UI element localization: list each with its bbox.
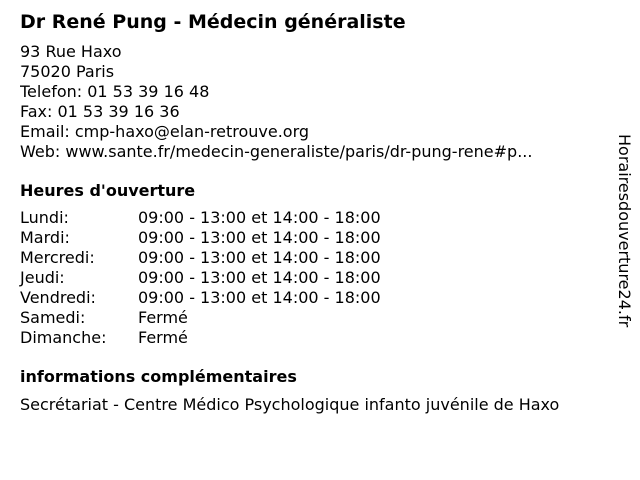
address-city: 75020 Paris — [20, 62, 115, 81]
web-link[interactable]: Web: www.sante.fr/medecin-generaliste/paris/dr-pung-rene#p... — [20, 142, 533, 161]
hours-time: Fermé — [138, 308, 188, 327]
hours-row — [20, 228, 605, 248]
hours-time: Fermé — [138, 328, 188, 347]
info-heading: informations complémentaires — [20, 367, 297, 386]
hours-time: 09:00 - 13:00 et 14:00 - 18:00 — [138, 228, 381, 247]
address-street: 93 Rue Haxo — [20, 42, 122, 61]
hours-time: 09:00 - 13:00 et 14:00 - 18:00 — [138, 288, 381, 307]
hours-row — [20, 328, 605, 348]
hours-time: 09:00 - 13:00 et 14:00 - 18:00 — [138, 268, 381, 287]
hours-day: Lundi: — [20, 208, 69, 227]
hours-time: 09:00 - 13:00 et 14:00 - 18:00 — [138, 208, 381, 227]
hours-heading: Heures d'ouverture — [20, 181, 196, 200]
content — [20, 8, 605, 416]
hours-day: Dimanche: — [20, 328, 107, 347]
fax-number: Fax: 01 53 39 16 36 — [20, 102, 180, 121]
hours-day: Mardi: — [20, 228, 70, 247]
hours-day: Vendredi: — [20, 288, 96, 307]
hours-row — [20, 248, 605, 268]
info-text: Secrétariat - Centre Médico Psychologique infanto juvénile de Haxo — [20, 395, 560, 414]
phone-number: Telefon: 01 53 39 16 48 — [20, 82, 210, 101]
hours-day: Jeudi: — [20, 268, 65, 287]
hours-day: Samedi: — [20, 308, 86, 327]
hours-row — [20, 208, 605, 228]
hours-day: Mercredi: — [20, 248, 95, 267]
hours-row — [20, 268, 605, 288]
hours-list — [20, 208, 605, 348]
hours-time: 09:00 - 13:00 et 14:00 - 18:00 — [138, 248, 381, 267]
hours-row — [20, 288, 605, 308]
email-link[interactable]: Email: cmp-haxo@elan-retrouve.org — [20, 122, 310, 141]
brand-watermark: Horairesdouverture24.fr — [615, 134, 634, 328]
page-title: Dr René Pung - Médecin généraliste — [20, 11, 406, 33]
hours-row — [20, 308, 605, 328]
